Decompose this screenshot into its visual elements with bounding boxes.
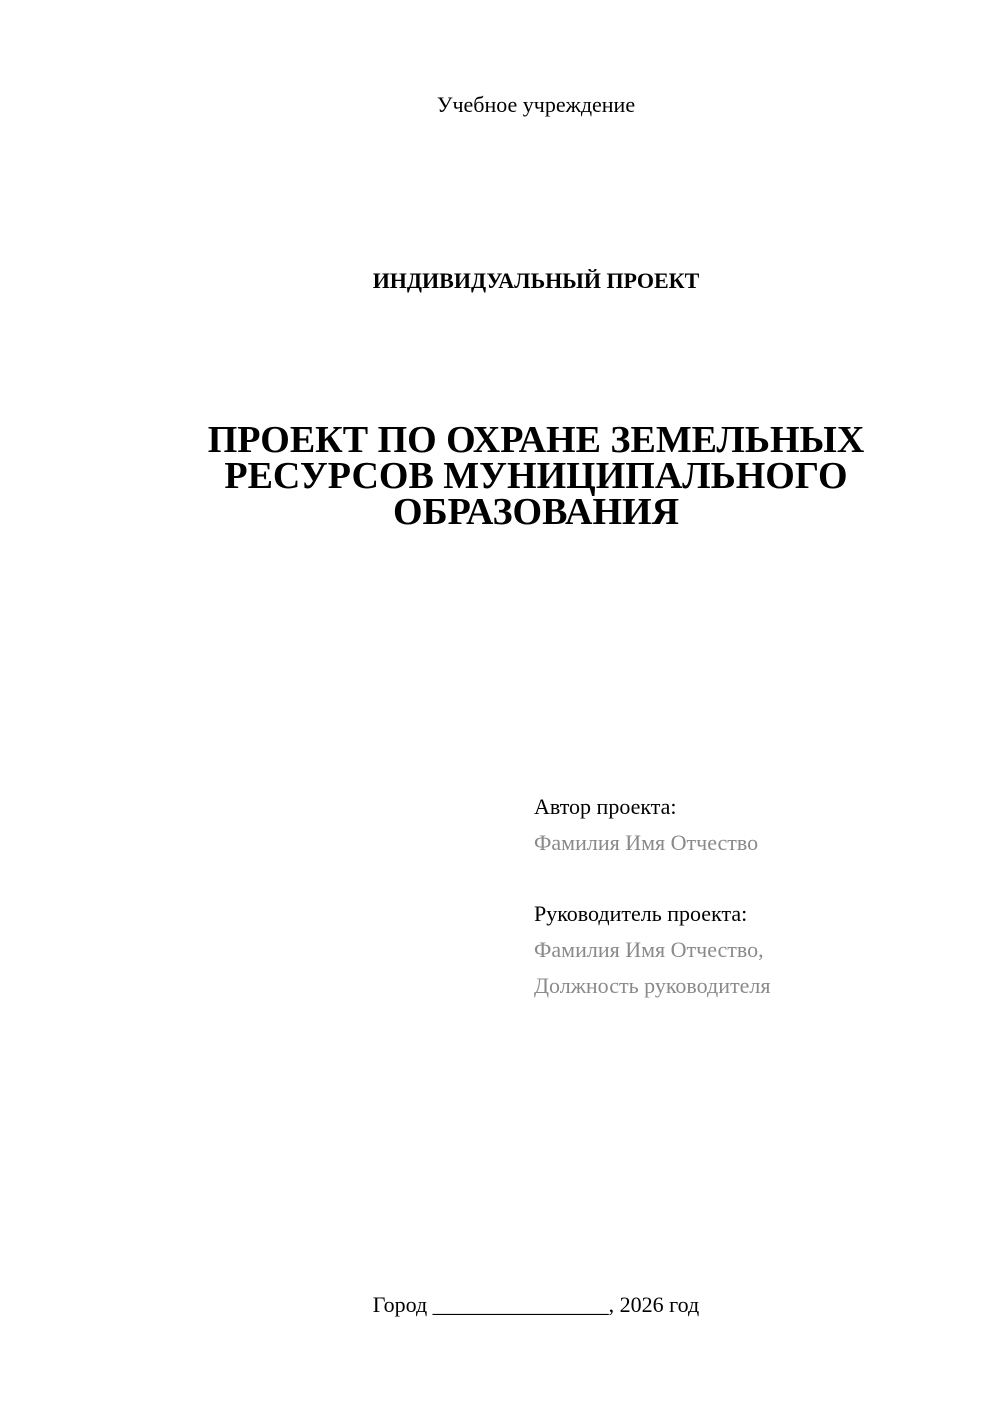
supervisor-position: Должность руководителя xyxy=(534,973,771,998)
author-label: Автор проекта: xyxy=(534,794,677,819)
author-name: Фамилия Имя Отчество xyxy=(534,830,759,855)
project-info-block xyxy=(534,789,770,1004)
project-title-line: РЕСУРСОВ МУНИЦИПАЛЬНОГО xyxy=(224,455,848,497)
project-title xyxy=(0,419,1000,533)
supervisor-name: Фамилия Имя Отчество, xyxy=(534,937,764,962)
spacer xyxy=(534,861,770,896)
document-type: ИНДИВИДУАЛЬНЫЙ ПРОЕКТ xyxy=(372,268,700,293)
supervisor-label: Руководитель проекта: xyxy=(534,901,748,926)
project-title-line: ОБРАЗОВАНИЯ xyxy=(392,491,680,533)
city-year-line: Город ________________, 2026 год xyxy=(372,1292,700,1317)
institution-name: Учебное учреждение xyxy=(436,92,636,117)
project-title-line: ПРОЕКТ ПО ОХРАНЕ ЗЕМЕЛЬНЫХ xyxy=(207,419,865,461)
